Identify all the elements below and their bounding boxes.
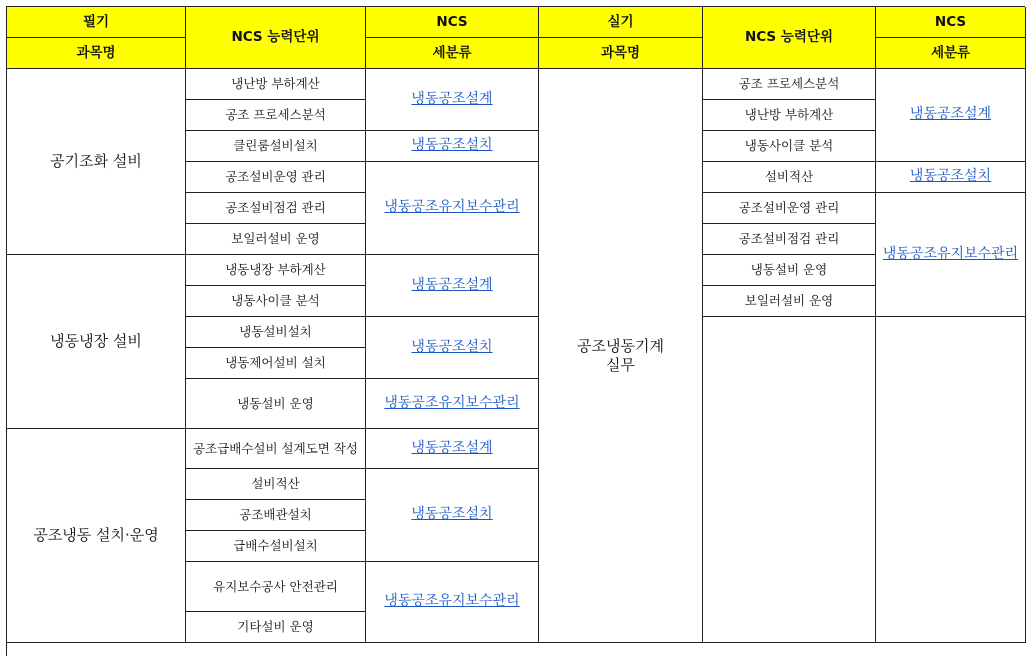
category-link[interactable]: 냉동공조설치 <box>411 506 493 523</box>
header-practical: 실기 <box>539 7 703 38</box>
written-unit: 공조급배수설비 설계도면 작성 <box>186 429 366 469</box>
written-unit: 공조배관설치 <box>186 500 366 531</box>
practical-category-cell <box>876 69 1026 162</box>
ncs-table <box>6 6 1025 656</box>
category-link[interactable]: 냉동공조설계 <box>411 90 493 107</box>
written-category-cell <box>366 429 539 469</box>
written-unit: 유지보수공사 안전관리 <box>186 562 366 612</box>
written-unit: 냉동냉장 부하계산 <box>186 255 366 286</box>
written-category-cell <box>366 131 539 162</box>
header-practical-subject: 과목명 <box>539 38 703 69</box>
header-written-subject: 과목명 <box>7 38 186 69</box>
written-category-cell <box>366 162 539 255</box>
header-ncs-unit-2: NCS 능력단위 <box>703 7 876 69</box>
empty-cell <box>703 317 876 643</box>
header-ncs-sub-2: 세분류 <box>876 38 1026 69</box>
practical-category-cell <box>876 162 1026 193</box>
written-unit: 냉동사이클 분석 <box>186 286 366 317</box>
written-unit: 공조설비점검 관리 <box>186 193 366 224</box>
written-unit: 클린룸설비설치 <box>186 131 366 162</box>
practical-unit: 보일러설비 운영 <box>703 286 876 317</box>
header-ncs-sub: 세분류 <box>366 38 539 69</box>
written-unit: 급배수설비설치 <box>186 531 366 562</box>
written-category-cell <box>366 469 539 562</box>
practical-unit: 냉동설비 운영 <box>703 255 876 286</box>
practical-unit: 냉동사이클 분석 <box>703 131 876 162</box>
header-written: 필기 <box>7 7 186 38</box>
category-link[interactable]: 냉동공조설치 <box>411 338 493 355</box>
practical-unit: 공조 프로세스분석 <box>703 69 876 100</box>
written-unit: 냉동설비 운영 <box>186 379 366 429</box>
practical-subject: 공조냉동기계 실무 <box>539 69 703 643</box>
written-unit: 냉난방 부하계산 <box>186 69 366 100</box>
written-category-cell <box>366 562 539 643</box>
practical-unit: 공조설비점검 관리 <box>703 224 876 255</box>
practical-unit: 냉난방 부하계산 <box>703 100 876 131</box>
written-unit: 보일러설비 운영 <box>186 224 366 255</box>
category-link[interactable]: 냉동공조설계 <box>411 276 493 293</box>
written-unit: 공조 프로세스분석 <box>186 100 366 131</box>
written-category-cell <box>366 255 539 317</box>
written-unit: 냉동제어설비 설치 <box>186 348 366 379</box>
header-ncs: NCS <box>366 7 539 38</box>
written-unit: 공조설비운영 관리 <box>186 162 366 193</box>
written-category-cell <box>366 379 539 429</box>
category-link[interactable]: 냉동공조설계 <box>909 106 992 123</box>
category-link[interactable]: 냉동공조설계 <box>411 439 493 456</box>
practical-unit: 공조설비운영 관리 <box>703 193 876 224</box>
header-ncs-unit: NCS 능력단위 <box>186 7 366 69</box>
written-category-cell <box>366 317 539 379</box>
category-link[interactable]: 냉동공조설치 <box>411 137 493 154</box>
category-link[interactable]: 냉동공조유지보수관리 <box>384 394 520 411</box>
written-unit: 냉동설비설치 <box>186 317 366 348</box>
written-subject: 공조냉동 설치·운영 <box>7 429 186 643</box>
category-link[interactable]: 냉동공조유지보수관리 <box>882 245 1019 262</box>
practical-category-cell <box>876 193 1026 317</box>
written-subject: 공기조화 설비 <box>7 69 186 255</box>
written-unit: 기타설비 운영 <box>186 612 366 643</box>
category-link[interactable]: 냉동공조설치 <box>909 168 992 185</box>
empty-cell <box>876 317 1026 643</box>
written-unit: 설비적산 <box>186 469 366 500</box>
practical-unit: 설비적산 <box>703 162 876 193</box>
written-subject: 냉동냉장 설비 <box>7 255 186 429</box>
written-category-cell <box>366 69 539 131</box>
category-link[interactable]: 냉동공조유지보수관리 <box>384 593 520 610</box>
header-ncs-2: NCS <box>876 7 1026 38</box>
category-link[interactable]: 냉동공조유지보수관리 <box>384 199 520 216</box>
